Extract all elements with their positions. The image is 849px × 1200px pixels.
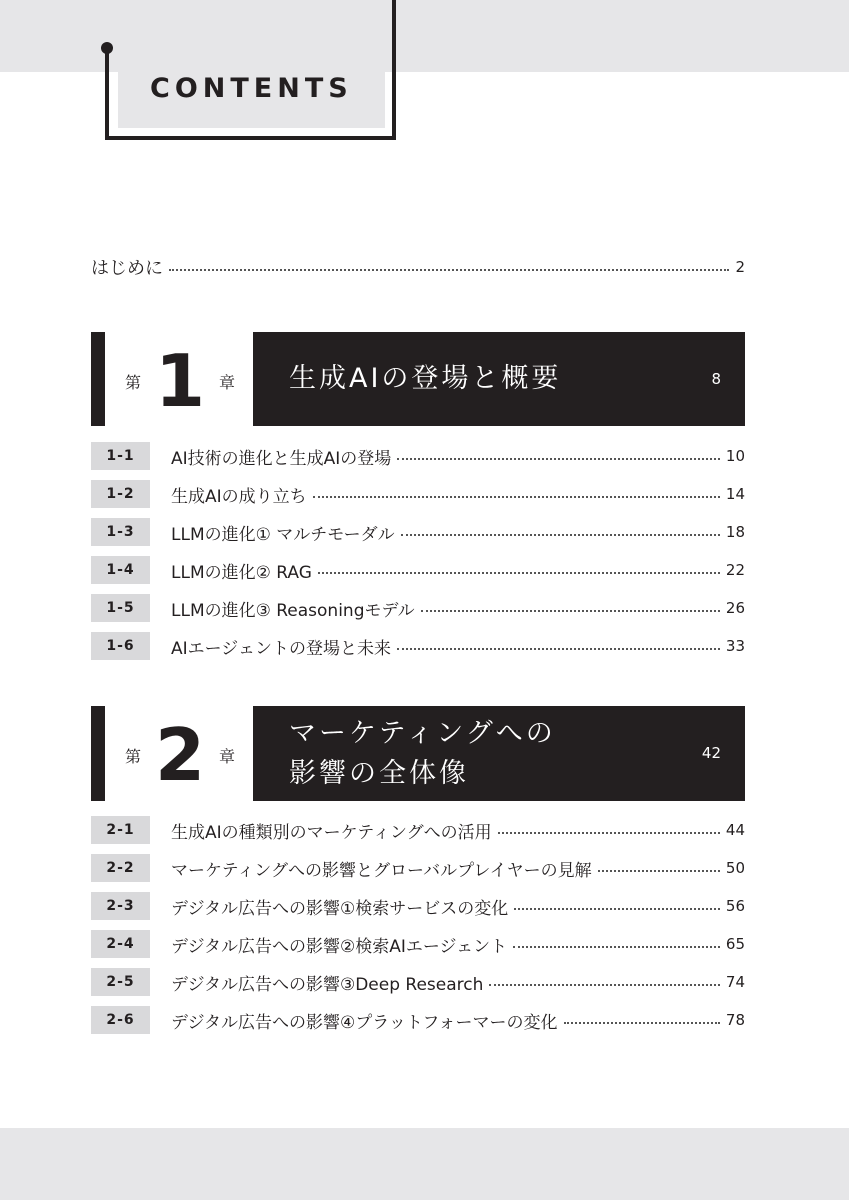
toc-entry-page: 18: [725, 523, 745, 541]
page-title: CONTENTS: [150, 73, 353, 104]
section-badge: 2-1: [91, 816, 150, 844]
dot-leader: [397, 458, 720, 460]
bottom-band: [0, 1128, 849, 1200]
toc-entry-2-6[interactable]: [171, 1008, 745, 1032]
toc-entry-label: LLMの進化② RAG: [171, 562, 312, 583]
section-badge: 1-4: [91, 556, 150, 584]
chapter-2-title-box[interactable]: [253, 706, 745, 801]
toc-entry-label: AI技術の進化と生成AIの登場: [171, 448, 392, 469]
toc-entry-page: 65: [725, 935, 745, 953]
toc-entry-label: 生成AIの種類別のマーケティングへの活用: [171, 822, 492, 843]
header-frame-bottom-line: [105, 136, 396, 140]
toc-entry-label: マーケティングへの影響とグローバルプレイヤーの見解: [171, 860, 592, 881]
dot-leader: [564, 1022, 720, 1024]
chapter-1-prefix: 第: [125, 373, 142, 392]
toc-entry-page: 74: [725, 973, 745, 991]
toc-entry-1-5[interactable]: [171, 596, 745, 620]
toc-entry-label: デジタル広告への影響④プラットフォーマーの変化: [171, 1012, 558, 1033]
toc-entry-label: デジタル広告への影響③Deep Research: [171, 974, 484, 995]
dot-leader: [169, 269, 729, 271]
section-badge: 2-5: [91, 968, 150, 996]
toc-entry-1-1[interactable]: [171, 444, 745, 468]
toc-entry-page: 78: [725, 1011, 745, 1029]
header-frame-left-line: [105, 46, 109, 140]
header-frame-right-line: [392, 0, 396, 140]
chapter-1-suffix: 章: [219, 373, 236, 392]
toc-entry-page: 2: [735, 258, 745, 276]
section-badge: 1-3: [91, 518, 150, 546]
toc-entry-intro[interactable]: [91, 255, 745, 279]
section-badge: 2-3: [91, 892, 150, 920]
toc-entry-2-5[interactable]: [171, 970, 745, 994]
chapter-2-suffix: 章: [219, 747, 236, 766]
dot-leader: [318, 572, 720, 574]
dot-leader: [421, 610, 720, 612]
toc-entry-page: 33: [725, 637, 745, 655]
chapter-1-title: 生成AIの登場と概要: [289, 363, 562, 394]
toc-entry-page: 14: [725, 485, 745, 503]
toc-entry-label: LLMの進化③ Reasoningモデル: [171, 600, 415, 621]
toc-entry-page: 56: [725, 897, 745, 915]
toc-entry-label: AIエージェントの登場と未来: [171, 638, 391, 659]
section-badge: 2-4: [91, 930, 150, 958]
toc-entry-label: デジタル広告への影響②検索AIエージェント: [171, 936, 508, 957]
toc-entry-2-4[interactable]: [171, 932, 745, 956]
section-badge: 2-6: [91, 1006, 150, 1034]
section-badge: 1-6: [91, 632, 150, 660]
chapter-2-page: 42: [701, 744, 721, 762]
toc-entry-page: 50: [725, 859, 745, 877]
chapter-1-page: 8: [711, 370, 721, 388]
toc-entry-2-2[interactable]: [171, 856, 745, 880]
dot-leader: [397, 648, 720, 650]
chapter-2-title-line-2: 影響の全体像: [289, 758, 469, 789]
toc-entry-page: 22: [725, 561, 745, 579]
toc-entry-label: 生成AIの成り立ち: [171, 486, 307, 507]
chapter-1-title-box[interactable]: [253, 332, 745, 426]
toc-entry-page: 44: [725, 821, 745, 839]
chapter-2-side-bar: [91, 706, 105, 801]
header-frame-dot: [101, 42, 113, 54]
section-badge: 1-1: [91, 442, 150, 470]
section-badge: 2-2: [91, 854, 150, 882]
toc-entry-1-3[interactable]: [171, 520, 745, 544]
contents-header-box: [118, 0, 385, 128]
dot-leader: [313, 496, 720, 498]
chapter-1-number: 1: [155, 339, 206, 423]
toc-entry-1-2[interactable]: [171, 482, 745, 506]
section-badge: 1-2: [91, 480, 150, 508]
toc-entry-2-1[interactable]: [171, 818, 745, 842]
dot-leader: [498, 832, 720, 834]
toc-entry-label: デジタル広告への影響①検索サービスの変化: [171, 898, 509, 919]
toc-entry-1-6[interactable]: [171, 634, 745, 658]
dot-leader: [598, 870, 720, 872]
chapter-2-number: 2: [155, 713, 206, 797]
toc-entry-2-3[interactable]: [171, 894, 745, 918]
toc-entry-page: 26: [725, 599, 745, 617]
chapter-2-title-line-1: マーケティングへの: [289, 718, 556, 749]
dot-leader: [513, 946, 720, 948]
dot-leader: [489, 984, 720, 986]
toc-entry-page: 10: [725, 447, 745, 465]
toc-entry-1-4[interactable]: [171, 558, 745, 582]
dot-leader: [401, 534, 720, 536]
dot-leader: [514, 908, 720, 910]
section-badge: 1-5: [91, 594, 150, 622]
toc-entry-label: LLMの進化① マルチモーダル: [171, 524, 395, 545]
chapter-1-side-bar: [91, 332, 105, 426]
chapter-2-prefix: 第: [125, 747, 142, 766]
toc-entry-label: はじめに: [91, 258, 163, 279]
